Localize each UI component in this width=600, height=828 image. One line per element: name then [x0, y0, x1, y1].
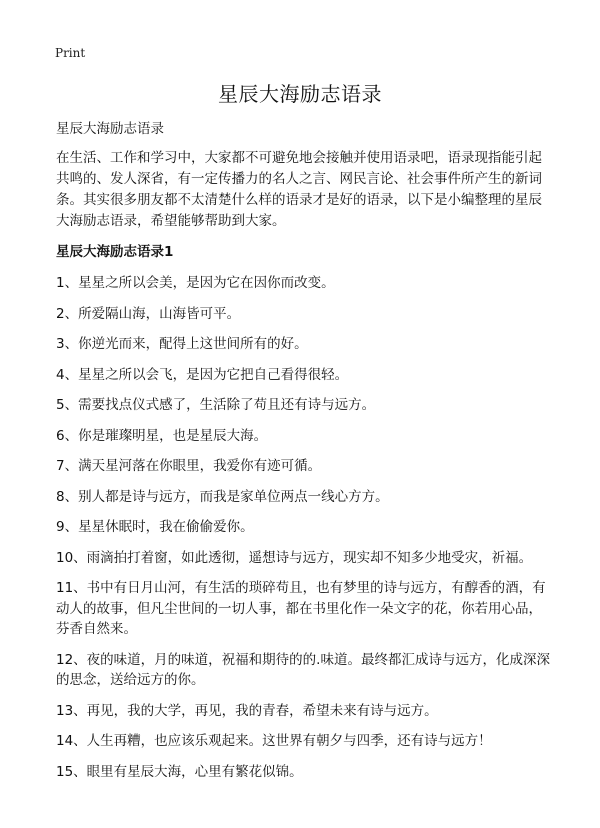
quote-item: 13、再见，我的大学，再见，我的青春，希望未来有诗与远方。 [56, 702, 438, 719]
quote-item: 12、夜的味道，月的味道，祝福和期待的的.味道。最终都汇成诗与远方，化成深深的思念，送给远方的你。 [56, 651, 550, 688]
quote-item: 2、所爱隔山海，山海皆可平。 [56, 305, 241, 322]
quote-item: 5、需要找点仪式感了，生活除了苟且还有诗与远方。 [56, 397, 376, 413]
section-heading: 星辰大海励志语录1 [56, 244, 174, 260]
article-subtitle: 星辰大海励志语录 [56, 121, 164, 137]
quote-item: 11、书中有日月山河，有生活的琐碎苟且，也有梦里的诗与远方，有醇香的酒，有动人的故事，但凡尘世间的一切人事，都在书里化作一朵文字的花，你若用心品，芬香自然来。 [56, 580, 546, 637]
quote-item: 10、雨滴拍打着窗，如此透彻，遥想诗与远方，现实却不知多少地受灾，祈福。 [56, 549, 533, 566]
quote-item: 9、星星休眠时，我在偷偷爱你。 [56, 519, 254, 535]
intro-paragraph: 在生活、工作和学习中，大家都不可避免地会接触并使用语录吧，语录现指能引起共鸣的、发人深省，有一定传播力的名人之言、网民言论、社会事件所产生的新词条。其实很多朋友都不太清楚什么样的语录才是好的语录，以下是小编整理的星辰大海励志语录，希望能够帮助到大家。 [56, 150, 542, 229]
quote-item: 14、人生再糟，也应该乐观起来。这世界有朝夕与四季，还有诗与远方！ [56, 733, 492, 749]
quote-item: 3、你逆光而来，配得上这世间所有的好。 [56, 336, 308, 352]
print-link[interactable]: Print [55, 46, 86, 60]
quote-item: 7、满天星河落在你眼里，我爱你有迹可循。 [56, 458, 322, 474]
quote-item: 8、别人都是诗与远方，而我是家单位两点一线心方方。 [56, 488, 389, 505]
quote-item: 15、眼里有星辰大海，心里有繁花似锦。 [56, 763, 303, 780]
article-body [56, 119, 550, 792]
quote-item: 1、星星之所以会美，是因为它在因你而改变。 [56, 275, 335, 291]
page-title: 星辰大海励志语录 [218, 82, 382, 106]
quote-item: 4、星星之所以会飞，是因为它把自己看得很轻。 [56, 366, 349, 383]
quote-item: 6、你是璀璨明星，也是星辰大海。 [56, 427, 268, 444]
